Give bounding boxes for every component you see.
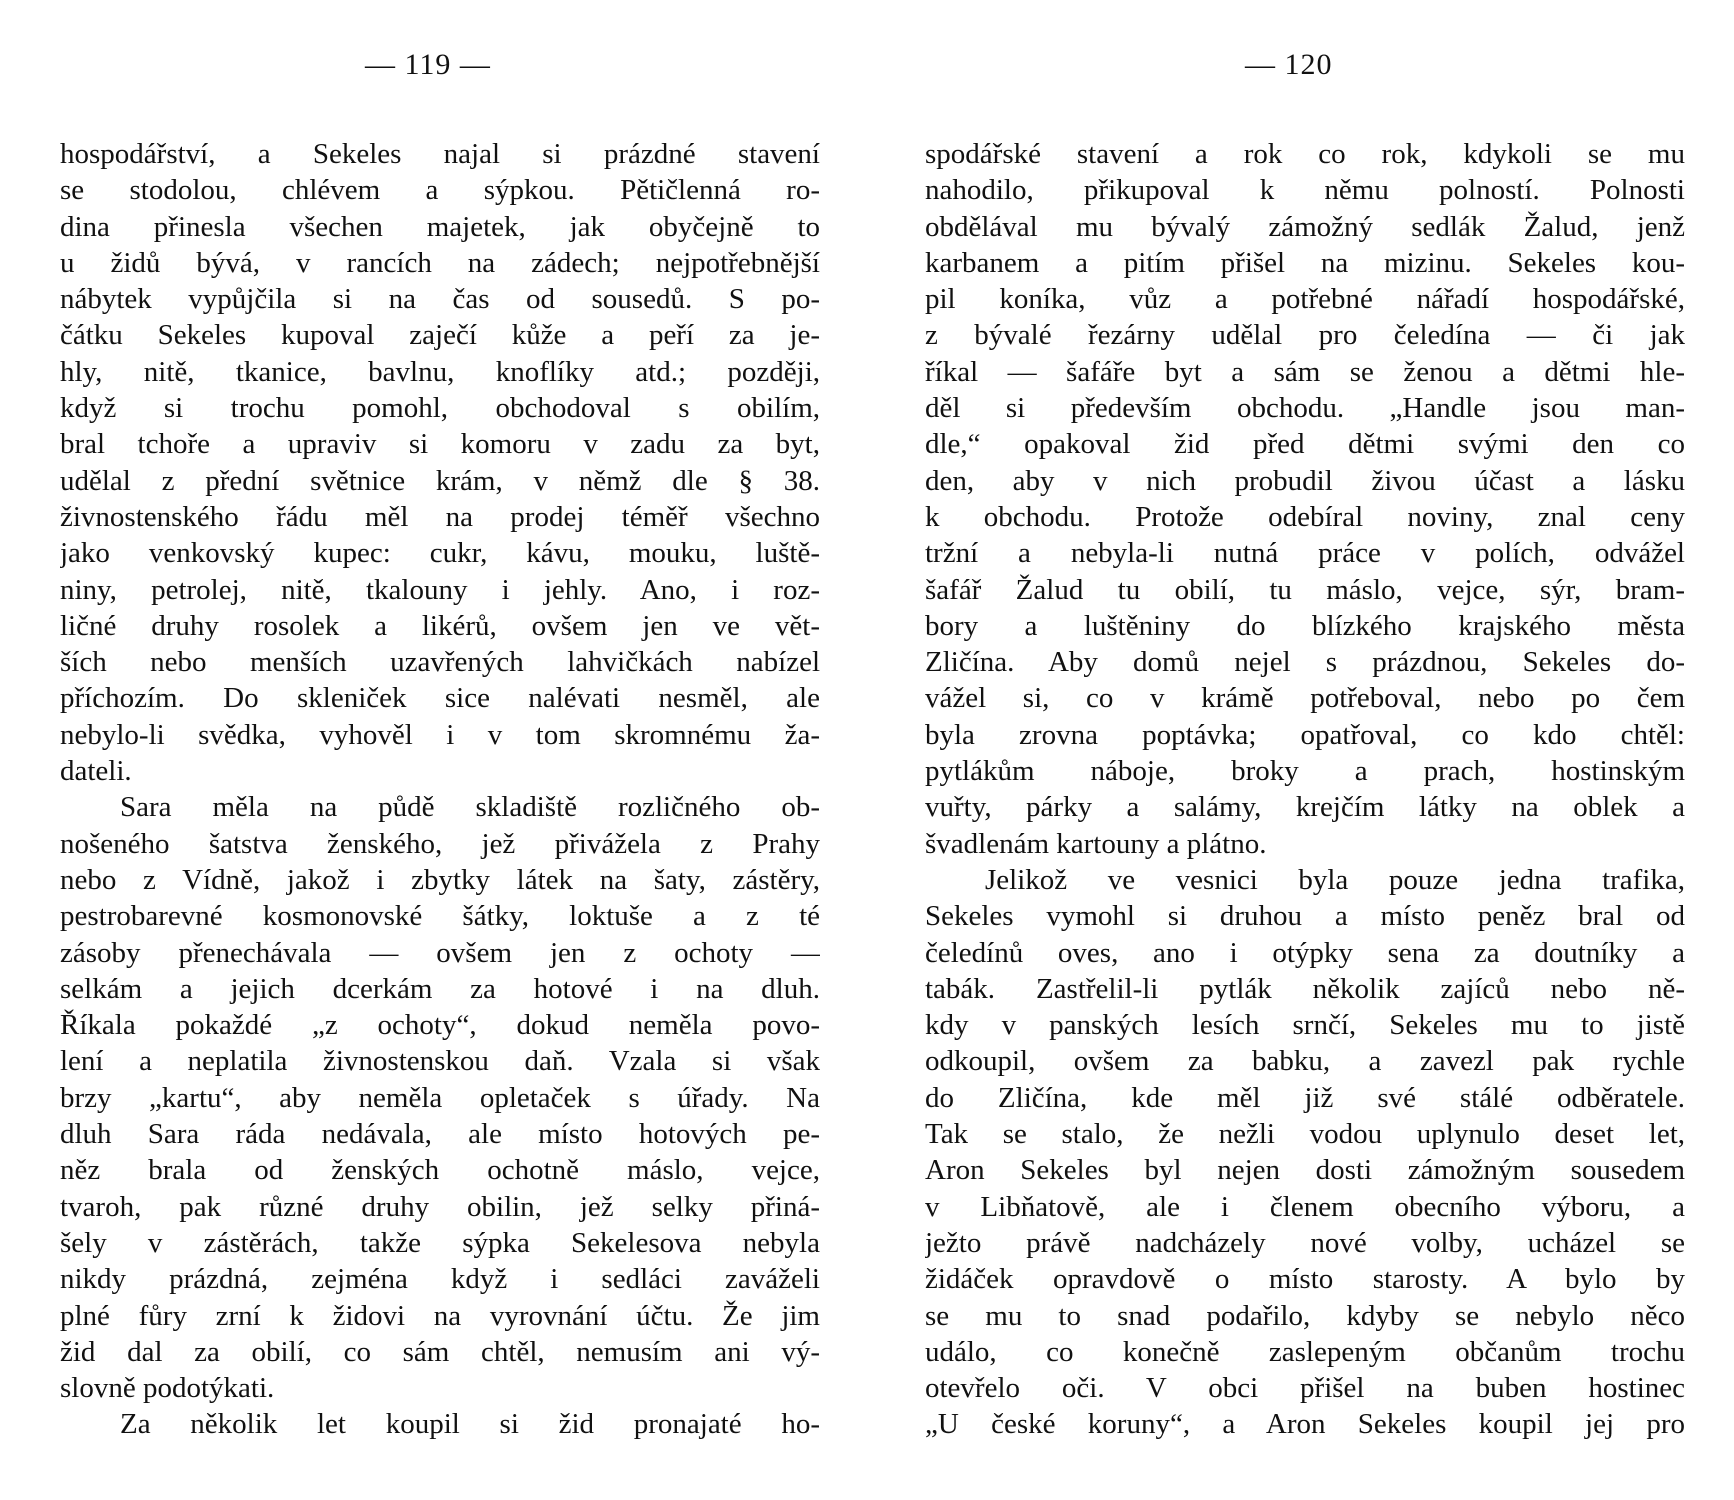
text-line: lení a neplatila živnostenskou daň. Vzala si však [60, 1045, 820, 1078]
text-line: otevřelo oči. V obci přišel na buben hostinec [925, 1372, 1685, 1405]
text-line: Zličína. Aby domů nejel s prázdnou, Sekeles do- [925, 646, 1685, 679]
text-line: Sekeles vymohl si druhou a místo peněz bral od [925, 900, 1685, 933]
text-line: tržní a nebyla-li nutná práce v polích, odvážel [925, 537, 1685, 570]
text-line: ších nebo menších uzavřených lahvičkách nabízel [60, 646, 820, 679]
text-line: říkal — šafáře byt a sám se ženou a dětmi hle- [925, 355, 1685, 388]
text-line: bral tchoře a upraviv si komoru v zadu za byt, [60, 428, 820, 461]
text-line: udělal z přední světnice krám, v němž dle § 38. [60, 464, 820, 497]
text-line: čeledínů oves, ano i otýpky sena za doutníky a [925, 936, 1685, 969]
text-line: bory a luštěniny do blízkého krajského města [925, 609, 1685, 642]
text-line: nebo z Vídně, jakož i zbytky látek na šaty, zástěry, [60, 863, 820, 896]
text-line: selkám a jejich dcerkám za hotové i na dluh. [60, 972, 820, 1005]
text-line: karbanem a pitím přišel na mizinu. Sekeles kou- [925, 246, 1685, 279]
text-line: k obchodu. Protože odebíral noviny, znal ceny [925, 500, 1685, 533]
text-line: Tak se stalo, že nežli vodou uplynulo deset let, [925, 1118, 1685, 1151]
text-line: nahodilo, přikupoval k němu polností. Polnosti [925, 174, 1685, 207]
text-line: v Libňatově, ale i členem obecního výboru, a [925, 1190, 1685, 1223]
text-line: pil koníka, vůz a potřebné nářadí hospodářské, [925, 283, 1685, 316]
text-line: „U české koruny“, a Aron Sekeles koupil jej pro [925, 1408, 1685, 1441]
page-number: — 120 [1245, 48, 1333, 81]
text-line: dateli. [60, 755, 132, 788]
text-line: když si trochu pomohl, obchodoval s obilím, [60, 392, 820, 425]
text-line: Říkala pokaždé „z ochoty“, dokud neměla povo- [60, 1009, 820, 1042]
text-line: se stodolou, chlévem a sýpkou. Pětičlenná ro- [60, 174, 820, 207]
text-line: žid dal za obilí, co sám chtěl, nemusím ani vý- [60, 1335, 820, 1368]
text-line: niny, petrolej, nitě, tkalouny i jehly. Ano, i roz- [60, 573, 820, 606]
text-line: pestrobarevné kosmonovské šátky, loktuše a z té [60, 900, 820, 933]
text-line: čátku Sekeles kupoval zaječí kůže a peří za je- [60, 319, 820, 352]
text-line: tabák. Zastřelil-li pytlák několik zajíců nebo ně- [925, 972, 1685, 1005]
text-line: nábytek vypůjčila si na čas od sousedů. S po- [60, 283, 820, 316]
text-line: slovně podotýkati. [60, 1372, 275, 1405]
text-line: se mu to snad podařilo, kdyby se nebylo něco [925, 1299, 1685, 1332]
text-line: ličné druhy rosolek a likérů, ovšem jen ve vět- [60, 609, 820, 642]
text-line: kdy v panských lesích srnčí, Sekeles mu to jistě [925, 1009, 1685, 1042]
text-line: byla zrovna poptávka; opatřoval, co kdo chtěl: [925, 718, 1685, 751]
text-line: obdělával mu bývalý zámožný sedlák Žalud, jenž [925, 210, 1685, 243]
text-line: spodářské stavení a rok co rok, kdykoli se mu [925, 138, 1685, 170]
text-line: odkoupil, ovšem za babku, a zavezl pak rychle [925, 1045, 1685, 1078]
text-line: židáček opravdově o místo starosty. A bylo by [925, 1263, 1685, 1296]
text-line: z bývalé řezárny udělal pro čeledína — či jak [925, 319, 1685, 352]
page-text [925, 136, 1685, 1443]
text-line: událo, co konečně zaslepeným občanům trochu [925, 1335, 1685, 1368]
text-line: tvaroh, pak různé druhy obilin, jež selky přiná- [60, 1190, 820, 1223]
text-line: hly, nitě, tkanice, bavlnu, knoflíky atd.; později, [60, 355, 820, 388]
text-line: pytlákům náboje, broky a prach, hostinským [925, 755, 1685, 788]
text-line: nebylo-li svědka, vyhověl i v tom skromnému ža- [60, 718, 820, 751]
text-line: jako venkovský kupec: cukr, kávu, mouku, luště- [60, 537, 820, 570]
text-line: dle,“ opakoval žid před dětmi svými den co [925, 428, 1685, 461]
text-line: švadlenám kartouny a plátno. [925, 827, 1267, 860]
text-line: děl si především obchodu. „Handle jsou man- [925, 392, 1685, 425]
text-line: Za několik let koupil si žid pronajaté ho- [120, 1408, 820, 1441]
text-line: plné fůry zrní k židovi na vyrovnání účtu. Že jim [60, 1299, 820, 1332]
text-line: den, aby v nich probudil živou účast a lásku [925, 464, 1685, 497]
text-line: hospodářství, a Sekeles najal si prázdné stavení [60, 138, 820, 170]
page-number: — 119 — [365, 48, 491, 81]
text-line: do Zličína, kde měl již své stálé odběratele. [925, 1081, 1685, 1114]
text-line: brzy „kartu“, aby neměla opletaček s úřady. Na [60, 1081, 820, 1114]
text-line: šely v zástěrách, takže sýpka Sekelesova nebyla [60, 1226, 820, 1259]
text-line: živnostenského řádu měl na prodej téměř všechno [60, 500, 820, 533]
text-line: Aron Sekeles byl nejen dosti zámožným sousedem [925, 1154, 1685, 1187]
text-line: příchozím. Do skleniček sice nalévati nesměl, ale [60, 682, 820, 715]
text-line: u židů bývá, v rancích na zádech; nejpotřebnější [60, 246, 820, 279]
text-line: vuřty, párky a salámy, krejčím látky na oblek a [925, 791, 1685, 824]
text-line: šafář Žalud tu obilí, tu máslo, vejce, sýr, bram- [925, 573, 1685, 606]
text-line: zásoby přenechávala — ovšem jen z ochoty — [60, 936, 820, 969]
text-line: nikdy prázdná, zejména když i sedláci zaváželi [60, 1263, 820, 1296]
text-line: nošeného šatstva ženského, jež přivážela z Prahy [60, 827, 820, 860]
page-text [60, 136, 820, 1443]
text-line: Jelikož ve vesnici byla pouze jedna trafika, [985, 863, 1685, 896]
text-line: dina přinesla všechen majetek, jak obyčejně to [60, 210, 820, 243]
text-line: vážel si, co v krámě potřeboval, nebo po čem [925, 682, 1685, 715]
text-line: Sara měla na půdě skladiště rozličného ob- [120, 791, 820, 824]
text-line: ježto právě nadcházely nové volby, ucházel se [925, 1226, 1685, 1259]
text-line: něz brala od ženských ochotně máslo, vejce, [60, 1154, 820, 1187]
text-line: dluh Sara ráda nedávala, ale místo hotových pe- [60, 1118, 820, 1151]
